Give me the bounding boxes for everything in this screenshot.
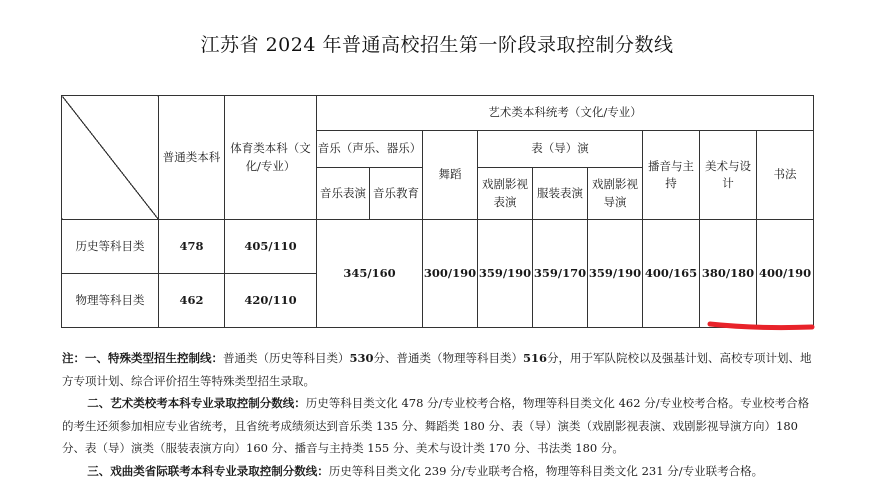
score-table [61, 95, 814, 328]
note-1 [62, 347, 812, 392]
note-2-text: 历史等科目类文化 478 分/专业校考合格，物理等科目类文化 462 分/专业校考合格。专业校考合格的考生还须参加相应专业省统考，且省统考成绩须达到音乐类 135 分、舞蹈类 180 分、表（导）演类（戏剧影视表演、戏剧影视导演方向）180 分、表（导）演类（服装表演方向）160 分、播音与主持类 155 分、美术与设计类 170 分、书法类 180 分。 [62, 396, 810, 455]
page-title: 江苏省 2024 年普通高校招生第一阶段录取控制分数线 [200, 34, 674, 56]
note-1-lead: 注：一、特殊类型招生控制线： [62, 351, 223, 365]
header-yinyue-biaoyan: 音乐表演 [317, 168, 370, 220]
cell-wuli-putong: 462 [159, 274, 225, 328]
cell-meishu: 380/180 [700, 220, 757, 328]
header-fuzhuang: 服装表演 [533, 168, 588, 220]
cell-wuli-tiyu: 420/110 [225, 274, 317, 328]
header-tiyu: 体育类本科（文化/专业） [225, 96, 317, 220]
cell-yinyue: 345/160 [317, 220, 423, 328]
header-yinyue-jiaoyu: 音乐教育 [370, 168, 423, 220]
header-yishu: 艺术类本科统考（文化/专业） [317, 96, 814, 131]
cell-xiju-biaoyan: 359/190 [478, 220, 533, 328]
red-highlight-mark [707, 320, 815, 331]
header-biaodao: 表（导）演 [478, 131, 643, 168]
header-xiju-daoyan: 戏剧影视导演 [588, 168, 643, 220]
note-1-c: 分、普通类（物理等科目类） [373, 351, 524, 365]
cell-xiju-daoyan: 359/190 [588, 220, 643, 328]
note-1-d: 516 [523, 351, 548, 365]
cell-lishi-putong: 478 [159, 220, 225, 274]
cell-lishi-tiyu: 405/110 [225, 220, 317, 274]
note-1-e: 分，用于军队院校以及强基计划、高校专项计划、地方专项计划、综合评价招生等特殊类型招生录取。 [62, 351, 812, 388]
header-putong: 普通类本科 [159, 96, 225, 220]
diagonal-corner-cell [62, 96, 159, 220]
row-label-wuli: 物理等科目类 [62, 274, 159, 328]
note-1-b: 530 [349, 351, 374, 365]
header-wudao: 舞蹈 [423, 131, 478, 220]
header-boyin: 播音与主持 [643, 131, 700, 220]
cell-shufa: 400/190 [757, 220, 814, 328]
header-xiju-biaoyan: 戏剧影视表演 [478, 168, 533, 220]
cell-boyin: 400/165 [643, 220, 700, 328]
note-3-text: 历史等科目类文化 239 分/专业联考合格，物理等科目类文化 231 分/专业联考合格。 [328, 463, 764, 478]
note-1-a: 普通类（历史等科目类） [223, 351, 350, 365]
header-yinyue: 音乐（声乐、器乐） [317, 131, 423, 168]
notes-section [62, 347, 812, 482]
cell-fuzhuang: 359/170 [533, 220, 588, 328]
header-shufa: 书法 [757, 131, 814, 220]
note-3-lead: 三、戏曲类省际联考本科专业录取控制分数线： [87, 463, 329, 478]
note-3 [62, 460, 812, 483]
note-2-lead: 二、艺术类校考本科专业录取控制分数线： [87, 396, 306, 410]
note-2 [62, 392, 812, 460]
row-label-lishi: 历史等科目类 [62, 220, 159, 274]
header-meishu: 美术与设计 [700, 131, 757, 220]
cell-wudao: 300/190 [423, 220, 478, 328]
